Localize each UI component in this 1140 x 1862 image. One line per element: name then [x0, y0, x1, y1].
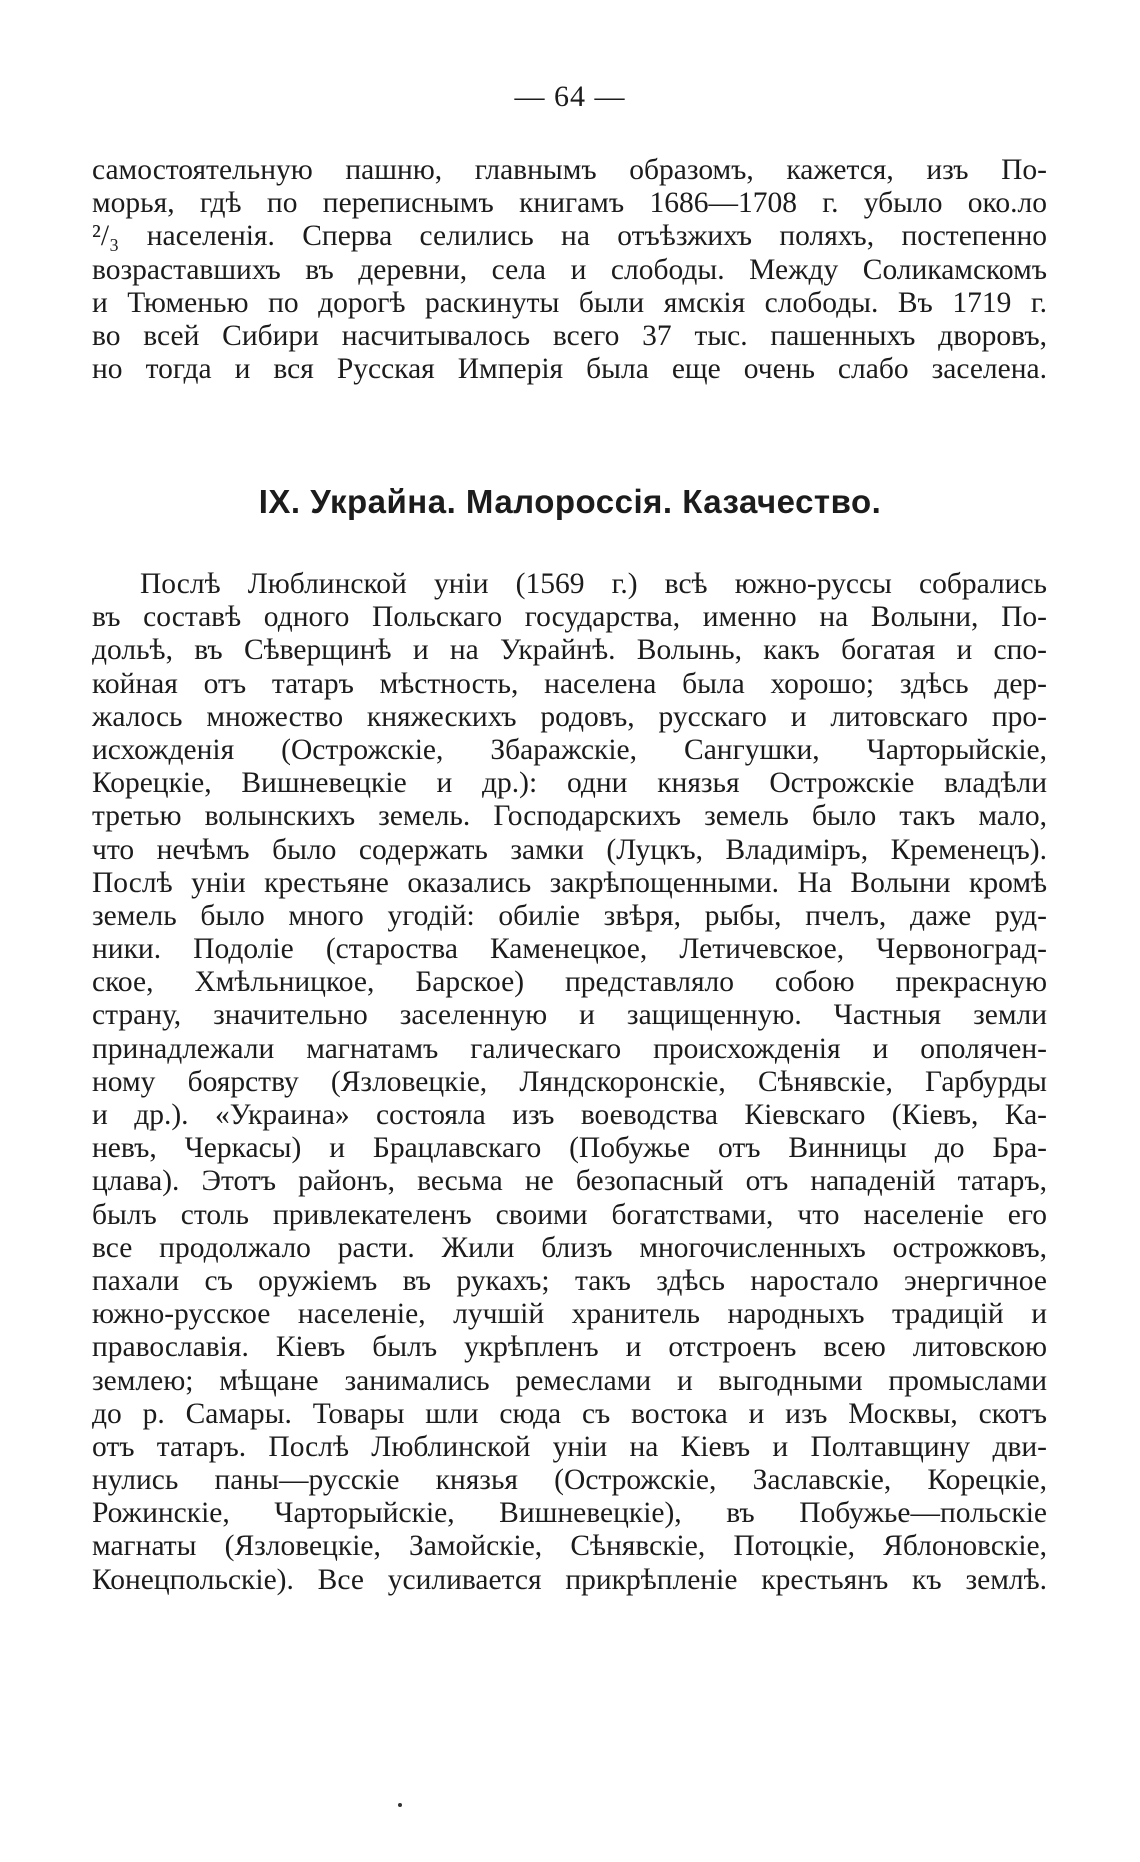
text-line: ское, Хмѣльницкое, Барское) представляло собою прекрасную — [92, 966, 1047, 999]
text-line: православія. Кіевъ былъ укрѣпленъ и отстроенъ всею литовскою — [92, 1331, 1047, 1364]
text-line: койная отъ татаръ мѣстность, населена была хорошо; здѣсь дер- — [92, 667, 1047, 700]
text-line: цлава). Этотъ районъ, весьма не безопасный отъ нападеній татаръ, — [92, 1165, 1047, 1198]
print-speck — [398, 1803, 402, 1807]
text-line: Корецкіе, Вишневецкіе и др.): одни князья Острожскіе владѣли — [92, 767, 1047, 800]
text-line: отъ татаръ. Послѣ Люблинской уніи на Кіевъ и Полтавщину дви- — [92, 1430, 1047, 1463]
text-line: что нечѣмъ было содержать замки (Луцкъ, Владиміръ, Кременецъ). — [92, 833, 1047, 866]
text-line: ному боярству (Язловецкіе, Ляндскоронскіе, Сѣнявскіе, Гарбурды — [92, 1065, 1047, 1098]
text-line: принадлежали магнатамъ галическаго происхожденія и ополячен- — [92, 1032, 1047, 1065]
text-line: жалось множество княжескихъ родовъ, русскаго и литовскаго про- — [92, 700, 1047, 733]
text-line: дольѣ, въ Сѣверщинѣ и на Украйнѣ. Волынь, какъ богатая и спо- — [92, 634, 1047, 667]
paragraph-siberia — [92, 154, 1047, 386]
text-line: и Тюменью по дорогѣ раскинуты были ямскія слободы. Въ 1719 г. — [92, 286, 1047, 319]
text-line: магнаты (Язловецкіе, Замойскіе, Сѣнявскіе, Потоцкіе, Яблоновскіе, — [92, 1530, 1047, 1563]
section-heading: IX. Украйна. Малороссія. Казачество. — [258, 483, 882, 520]
text-line: исхожденія (Острожскіе, Збаражскіе, Сангушки, Чарторыйскіе, — [92, 733, 1047, 766]
text-line: самостоятельную пашню, главнымъ образомъ, кажется, изъ По- — [92, 154, 1047, 186]
text-line: Послѣ Люблинской уніи (1569 г.) всѣ южно-руссы собрались — [140, 568, 1047, 600]
page-number: — 64 — — [514, 80, 626, 113]
text-line: до р. Самары. Товары шли сюда съ востока и изъ Москвы, скотъ — [92, 1397, 1047, 1430]
text-line: Рожинскіе, Чарторыйскіе, Вишневецкіе), въ Побужье—польскіе — [92, 1497, 1047, 1530]
text-line: морья, гдѣ по переписнымъ книгамъ 1686—1708 г. убыло око.ло — [92, 187, 1047, 220]
text-line: Конецпольскіе). Все усиливается прикрѣпленіе крестьянъ къ землѣ. — [92, 1563, 1047, 1596]
text-line: въ составѣ одного Польскаго государства, именно на Волыни, По- — [92, 601, 1047, 634]
text-line: былъ столь привлекателенъ своими богатствами, что населеніе его — [92, 1198, 1047, 1231]
text-line: пахали съ оружіемъ въ рукахъ; такъ здѣсь наростало энергичное — [92, 1264, 1047, 1297]
text-line: возраставшихъ въ деревни, села и слободы. Между Соликамскомъ — [92, 253, 1047, 286]
text-line: третью волынскихъ земель. Господарскихъ земель было такъ мало, — [92, 800, 1047, 833]
text-line: ники. Подоліе (староства Каменецкое, Летичевское, Червоноград- — [92, 933, 1047, 966]
paragraph-ukraine — [92, 568, 1047, 1597]
text-line: но тогда и вся Русская Имперія была еще очень слабо заселена. — [92, 353, 1047, 386]
text-line: Послѣ уніи крестьяне оказались закрѣпощенными. На Волыни кромѣ — [92, 866, 1047, 899]
text-line: ²/₃ населенія. Сперва селились на отъѣзжихъ поляхъ, постепенно — [92, 220, 1047, 253]
text-line: нулись паны—русскіе князья (Острожскіе, Заславскіе, Корецкіе, — [92, 1464, 1047, 1497]
text-line: землею; мѣщане занимались ремеслами и выгодными промыслами — [92, 1364, 1047, 1397]
text-line: страну, значительно заселенную и защищенную. Частныя земли — [92, 999, 1047, 1032]
text-line: все продолжало расти. Жили близъ многочисленныхъ острожковъ, — [92, 1231, 1047, 1264]
text-line: невъ, Черкасы) и Брацлавскаго (Побужье отъ Винницы до Бра- — [92, 1132, 1047, 1165]
text-line: и др.). «Украина» состояла изъ воеводства Кіевскаго (Кіевъ, Ка- — [92, 1099, 1047, 1131]
text-line: земель было много угодій: обиліе звѣря, рыбы, пчелъ, даже руд- — [92, 899, 1047, 932]
text-line: во всей Сибири насчитывалось всего 37 тыс. пашенныхъ дворовъ, — [92, 319, 1047, 352]
text-line: южно-русское населеніе, лучшій хранитель народныхъ традицій и — [92, 1298, 1047, 1331]
